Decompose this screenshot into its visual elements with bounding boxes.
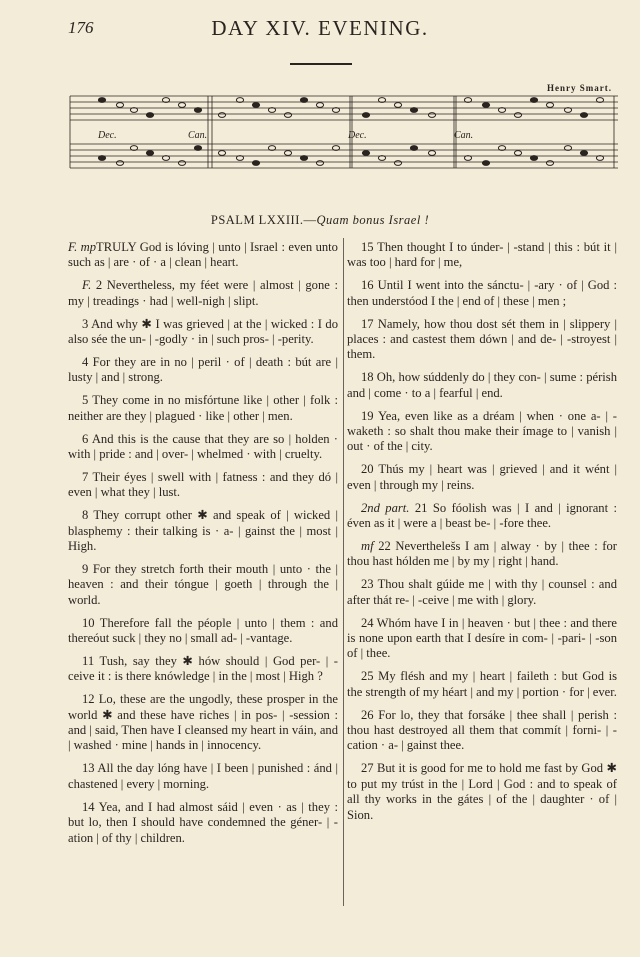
verse-text: 12 Lo, these are the ungodly, these prosper in the world ✱ and these have riches | in pos- | -session : and | said, Then have I cleansed my heart in váin, and | washed · mine | hands in | innocency. [68,692,338,753]
verse [347,761,617,823]
verse-dynamic-mark: F. [82,278,96,293]
note-head [514,151,521,156]
verse-text: 14 Yea, and I had almost sáid | even · as | they : but lo, then I should have condemned the géner- | -ation | of thy | children. [68,799,338,845]
verse [68,654,338,685]
verse [68,692,338,754]
note-head [482,103,489,108]
note-head [410,108,417,113]
verse-text: 21 So fóolish was | I and | ignorant : éven as it | were a | beast be- | -fore thee. [347,500,617,531]
note-head [300,98,307,103]
verse-dynamic-mark: F. mp [68,240,97,254]
note-head [252,161,259,166]
verse [347,669,617,700]
verse [68,393,338,424]
verse-dynamic-mark: mf [361,539,379,553]
verse [68,240,338,271]
page-number: 176 [68,18,94,37]
verse-text: 23 Thou shalt gúide me | with thy | counsel : and after thát re- | -ceive | me with | glory. [347,577,617,607]
verse-text: TRULY God is lóving | unto | Israel : even unto such as | are · of · a | clean | heart. [68,240,338,270]
verse [347,240,617,271]
note-head [316,161,323,166]
verse-text: 11 Tush, say they ✱ hów should | God per- | -ceive it : is there knówledge | in the | most | High ? [68,653,338,684]
note-head [410,146,417,151]
note-head [514,113,521,118]
verse [347,278,617,309]
verse [68,508,338,554]
note-head [580,151,587,156]
verse [347,317,617,363]
note-head [362,113,369,118]
verse-dynamic-mark: 2nd part. [361,500,415,515]
verse [68,800,338,846]
verse-text: 18 Oh, how súddenly do | they con- | sume : pérish and | come · to a | fearful | end. [347,370,617,400]
verse-text: 8 They corrupt other ✱ and speak of | wicked | blasphemy : their talking is · a- | gainst the | most | High. [68,508,338,553]
note-head [284,113,291,118]
verse-text: 6 And this is the cause that they are so | holden · with | pride : and | over- | whelmed · with | cruelty. [68,431,338,461]
note-head [546,161,553,166]
verse-text: 4 For they are in no | peril · of | death : bút are | lusty | and | strong. [68,354,338,385]
title-rule [290,63,352,65]
note-head [428,113,435,118]
note-head [98,98,105,103]
right-column [347,240,617,831]
note-head [394,103,401,108]
column-divider [343,238,344,906]
verse-text: 10 Therefore fall the péople | unto | them : and thereóut suck | they no | small ad- | -vantage. [68,615,338,646]
verse-text: 3 And why ✱ I was grieved | at the | wicked : I do also sée the un- | -godly · in | such pros- | -perity. [68,316,338,347]
verse [68,761,338,792]
note-head [116,103,123,108]
dec-can-marking: Can. [454,130,474,141]
note-head [530,98,537,103]
verse-text: 25 My flésh and my | heart | faileth : but God is the strength of my héart | and my | portion · for | ever. [347,669,617,699]
note-head [218,113,225,118]
dec-can-marking: Dec. [348,130,367,141]
note-head [98,156,105,161]
left-column [68,240,338,853]
note-head [146,113,153,118]
verse-text: 22 Neverthelešs I am | alway · by | thee : for thou hast hólden me | by my | right | hand. [347,539,617,569]
note-head [428,151,435,156]
verse [347,370,617,401]
note-head [178,103,185,108]
verse [347,616,617,662]
verse [347,409,617,455]
psalm-latin-title: Quam bonus Israel ! [316,213,430,227]
verse [68,562,338,608]
note-head [194,108,201,113]
verse-text: 19 Yea, even like as a dréam | when · one a- | -waketh : so shalt thou make their ímage to | vanish | out · of the | city. [347,408,617,454]
note-head [546,103,553,108]
verse [68,616,338,647]
note-head [146,151,153,156]
note-head [394,161,401,166]
note-head [482,161,489,166]
note-head [194,146,201,151]
note-head [178,161,185,166]
verse-text: 13 All the day lóng have | I been | punished : ánd | chastened | every | morning. [68,761,338,791]
verse [347,539,617,570]
verse-text: 17 Namely, how thou dost sét them in | slippery | places : and castest them dówn | and de- | -stroyest | them. [347,316,617,362]
verse-text: 15 Then thought I to únder- | -stand | this : bút it | was too | hard for | me, [347,240,617,270]
page-title: DAY XIV. EVENING. [211,16,429,40]
composer-credit: Henry Smart. [547,83,612,93]
verse-text: 16 Until I went into the sánctu- | -ary · of | God : then understóod I the | end of | these | men ; [347,278,617,308]
verse-text: 27 But it is good for me to hold me fast by God ✱ to put my trúst in the | Lord | God : and to speak of all thy works in the gátes | of the | daughter · of | Sion. [347,761,617,822]
psalm-heading [0,213,640,228]
note-head [362,151,369,156]
note-head [284,151,291,156]
note-head [218,151,225,156]
verse [347,462,617,493]
verse [347,501,617,532]
verse-text: 26 For lo, they that forsáke | thee shall | perish : thou hast destroyed all them that commít | forni- | -cation · a- | gainst thee. [347,707,617,753]
note-head [116,161,123,166]
verse-text: 24 Whóm have I in | heaven · but | thee : and there is none upon earth that I desíre in com- | -pari- | -son of | thee. [347,615,617,661]
verse [68,317,338,348]
verse [347,577,617,608]
verse-text: 20 Thús my | heart was | grieved | and it wént | even | through my | reins. [347,462,617,492]
psalm-number: PSALM LXXIII.— [210,213,317,227]
verse [68,432,338,463]
note-head [252,103,259,108]
dec-can-marking: Dec. [98,130,117,141]
dec-can-marking: Can. [188,130,208,141]
note-head [300,156,307,161]
verse [347,708,617,754]
verse [68,470,338,501]
note-head [580,113,587,118]
verse-text: 7 Their éyes | swell with | fatness : and they dó | even | what they | lust. [68,469,338,500]
verse-text: 9 For they stretch forth their mouth | unto · the | heaven : and their tóngue | goeth | through the | world. [68,561,338,607]
verse [68,278,338,309]
verse [68,355,338,386]
verse-text: 5 They come in no misfórtune like | other | folk : neither are they | plagued · like | other | men. [68,393,338,423]
note-head [316,103,323,108]
chant-music-score [62,88,622,188]
verse-text: 2 Nevertheless, my féet were | almost | gone : my | treadings · had | well-nigh | slipt. [68,278,338,308]
note-head [530,156,537,161]
